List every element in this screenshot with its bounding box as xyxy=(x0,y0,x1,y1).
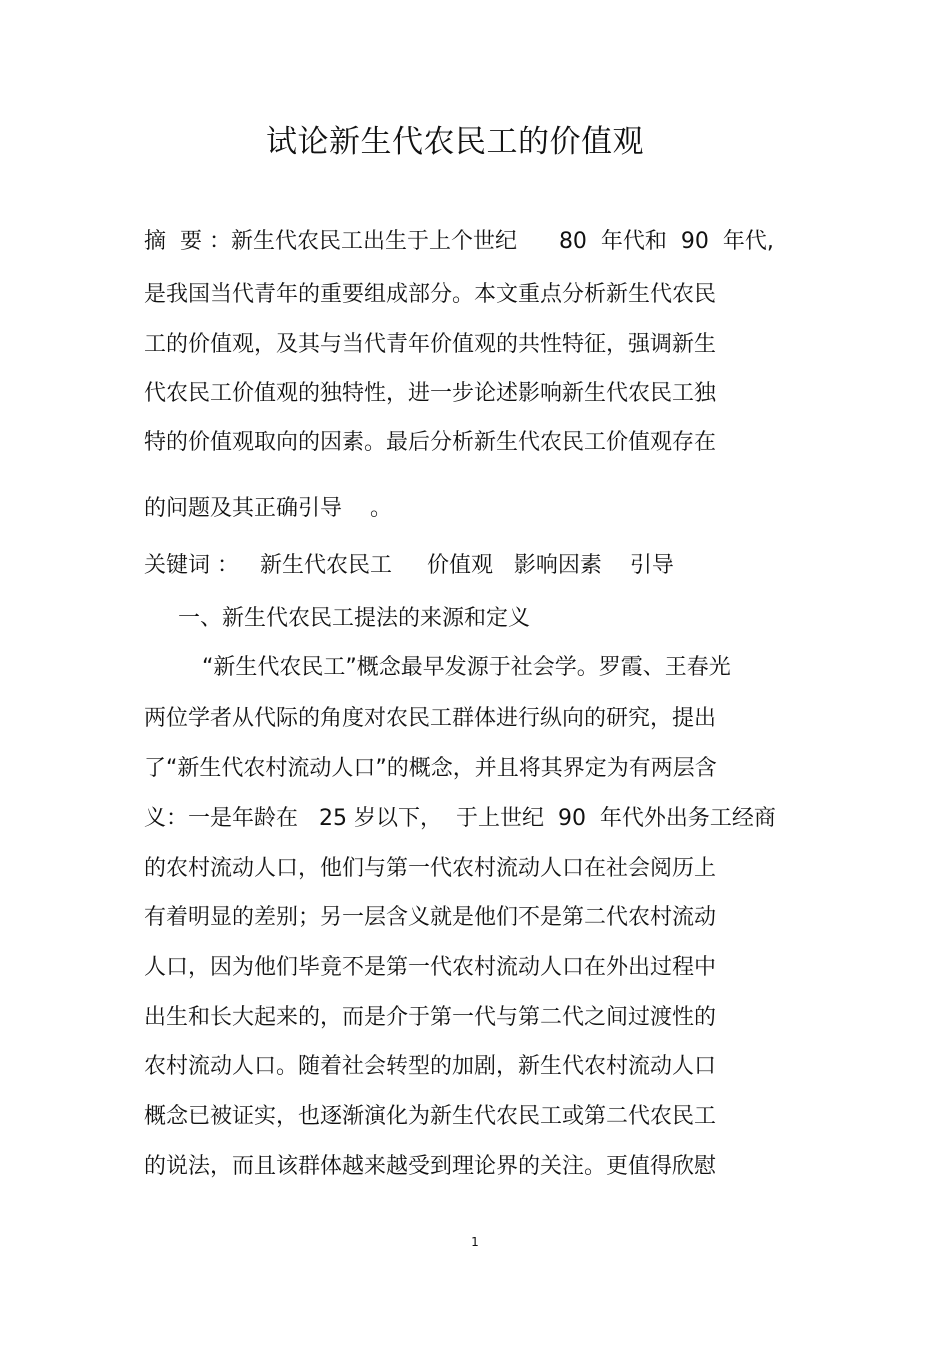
abstract-line: 摘 要 ：新生代农民工出生于上个世纪 80 年代和 90 年代, xyxy=(144,229,774,254)
body-line: “新生代农民工”概念最早发源于社会学。罗霞、王春光 xyxy=(202,655,731,680)
body-line: 的说法，而且该群体越来越受到理论界的关注。更值得欣慰 xyxy=(144,1154,717,1179)
body-line: 农村流动人口。随着社会转型的加剧，新生代农村流动人口 xyxy=(144,1054,717,1079)
body-line: 人口，因为他们毕竟不是第一代农村流动人口在外出过程中 xyxy=(144,955,717,980)
abstract-line: 代农民工价值观的独特性，进一步论述影响新生代农民工独 xyxy=(144,381,717,406)
page-number: 1 xyxy=(471,1235,479,1249)
body-line: 了“新生代农村流动人口”的概念，并且将其界定为有两层含 xyxy=(144,756,717,781)
body-line: 义：一是年龄在 25 岁以下， 于上世纪 90 年代外出务工经商 xyxy=(144,806,776,831)
abstract-line: 工的价值观，及其与当代青年价值观的共性特征，强调新生 xyxy=(144,332,717,357)
abstract-line: 是我国当代青年的重要组成部分。本文重点分析新生代农民 xyxy=(144,282,717,307)
keywords-line: 关键词 ： 新生代农民工 价值观 影响因素 引导 xyxy=(144,553,674,578)
abstract-line: 的问题及其正确引导 。 xyxy=(144,496,392,521)
body-line: 概念已被证实，也逐渐演化为新生代农民工或第二代农民工 xyxy=(144,1104,717,1129)
body-line: 两位学者从代际的角度对农民工群体进行纵向的研究，提出 xyxy=(144,706,717,731)
body-line: 有着明显的差别；另一层含义就是他们不是第二代农村流动 xyxy=(144,905,717,930)
body-line: 的农村流动人口，他们与第一代农村流动人口在社会阅历上 xyxy=(144,856,717,881)
page-title: 试论新生代农民工的价值观 xyxy=(266,124,644,160)
section-heading: 一、新生代农民工提法的来源和定义 xyxy=(178,606,531,631)
body-line: 出生和长大起来的，而是介于第一代与第二代之间过渡性的 xyxy=(144,1005,717,1030)
abstract-line: 特的价值观取向的因素。最后分析新生代农民工价值观存在 xyxy=(144,430,717,455)
